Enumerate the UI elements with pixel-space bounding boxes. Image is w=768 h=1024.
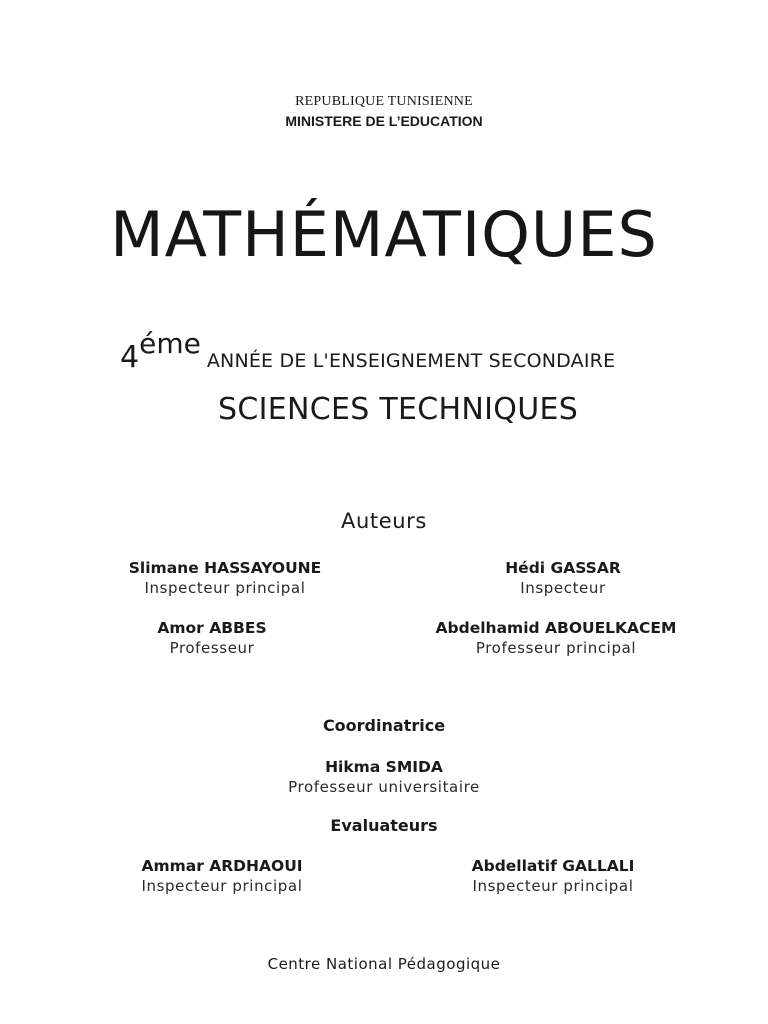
author-role: Professeur [169, 639, 255, 657]
evaluator-name: Ammar ARDHAOUI [141, 857, 303, 875]
track-title: SCIENCES TECHNIQUES [218, 392, 579, 427]
coordinator-role: Professeur universitaire [288, 778, 480, 796]
level-description: ANNÉE DE L'ENSEIGNEMENT SECONDAIRE [206, 350, 616, 372]
evaluators-heading: Evaluateurs [330, 816, 438, 835]
author-entry [414, 618, 698, 658]
ministry-label: MINISTERE DE L’EDUCATION [285, 113, 483, 129]
book-title: MATHÉMATIQUES [110, 198, 658, 271]
coordinator-entry [234, 757, 534, 797]
evaluator-entry [102, 856, 342, 896]
author-role: Inspecteur [520, 579, 606, 597]
author-name: Slimane HASSAYOUNE [128, 559, 322, 577]
evaluator-entry [433, 856, 673, 896]
author-entry [443, 558, 683, 598]
evaluator-role: Inspecteur principal [472, 877, 634, 895]
publisher-footer: Centre National Pédagogique [267, 955, 501, 973]
coordinator-heading: Coordinatrice [322, 716, 446, 735]
author-role: Professeur principal [475, 639, 637, 657]
authors-heading: Auteurs [341, 509, 427, 533]
level-superscript: éme [139, 327, 201, 360]
author-entry [105, 558, 345, 598]
author-name: Hédi GASSAR [505, 559, 621, 577]
evaluator-name: Abdellatif GALLALI [471, 857, 635, 875]
author-role: Inspecteur principal [144, 579, 306, 597]
author-entry [92, 618, 332, 658]
level-line [120, 327, 616, 375]
coordinator-name: Hikma SMIDA [325, 758, 443, 776]
author-name: Abdelhamid ABOUELKACEM [435, 619, 677, 637]
author-name: Amor ABBES [157, 619, 267, 637]
republic-label: REPUBLIQUE TUNISIENNE [295, 94, 473, 109]
level-number: 4 [120, 340, 140, 375]
evaluator-role: Inspecteur principal [141, 877, 303, 895]
